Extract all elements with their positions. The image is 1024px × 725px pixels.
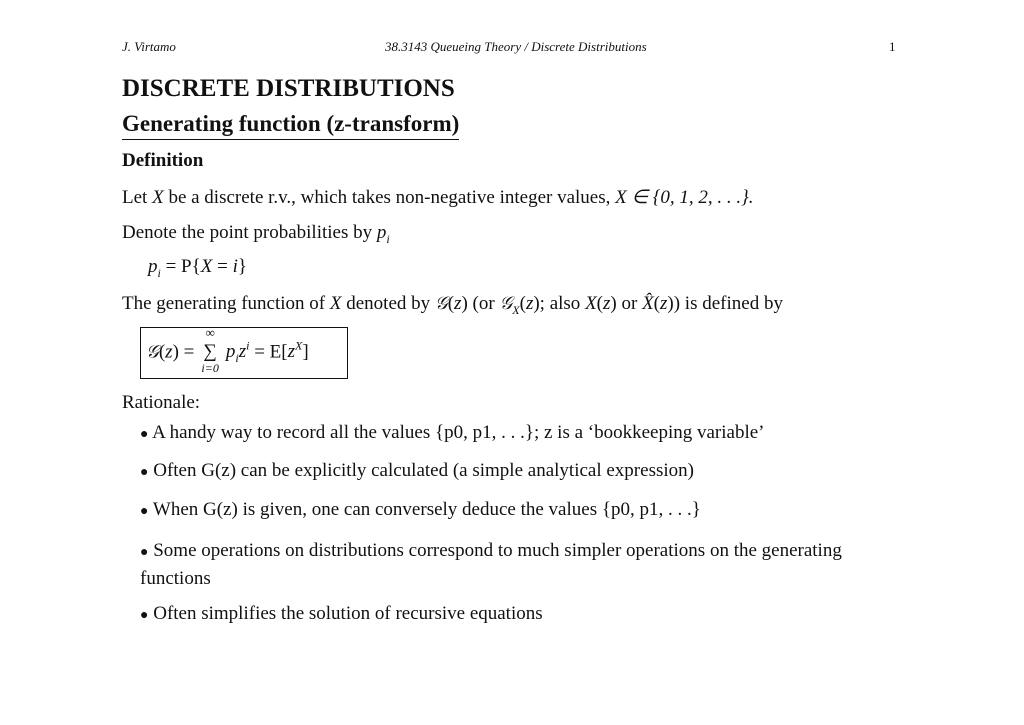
list-item: ● When G(z) is given, one can conversely deduce the values {p0, p1, . . .} (140, 499, 701, 520)
list-item: ● Often G(z) can be explicitly calculated (a simple analytical expression) (140, 460, 694, 481)
text-fragment: Denote the point probabilities by (122, 222, 377, 243)
paragraph-generating-function: The generating function of X denoted by 𝒢(z) (or 𝒢$_X$(z); also X(z) or X̂(z)) is defined by (122, 293, 783, 317)
sum-symbol: ∞ ∑ i=0 (201, 325, 219, 376)
header-page-number: 1 (889, 39, 896, 54)
math-var: X (152, 187, 164, 208)
text-fragment: Let (122, 187, 153, 208)
paragraph-definition (122, 186, 753, 209)
math-pi: $p_i$ (376, 222, 390, 246)
list-item: ● Some operations on distributions correspond to much simpler operations on the generating functions (140, 540, 842, 589)
list-item: ● A handy way to record all the values {p0, p1, . . .}; z is a ‘bookkeeping variable’ (140, 422, 765, 443)
header-author: J. Virtamo (122, 39, 176, 54)
equation-point-probability: $p_i = P\{X = i\}$ (148, 256, 247, 280)
formula-generating-function: 𝒢(z) = ∞ ∑ i=0 $p_iz^i = E[z^X]$ (146, 325, 309, 376)
math-set: X ∈ {0, 1, 2, . . .}. (615, 187, 754, 208)
page-subtitle: Generating function (z-transform) (122, 111, 459, 140)
text-fragment: be a discrete r.v., which takes non-negative integer values, (163, 187, 616, 208)
rationale-label: Rationale: (122, 392, 201, 413)
page-title: DISCRETE DISTRIBUTIONS (122, 75, 455, 102)
list-item: ● Often simplifies the solution of recursive equations (140, 603, 543, 624)
paragraph-point-probabilities (122, 222, 390, 247)
header-course: 38.3143 Queueing Theory / Discrete Distributions (385, 39, 647, 54)
section-heading: Definition (122, 150, 204, 171)
